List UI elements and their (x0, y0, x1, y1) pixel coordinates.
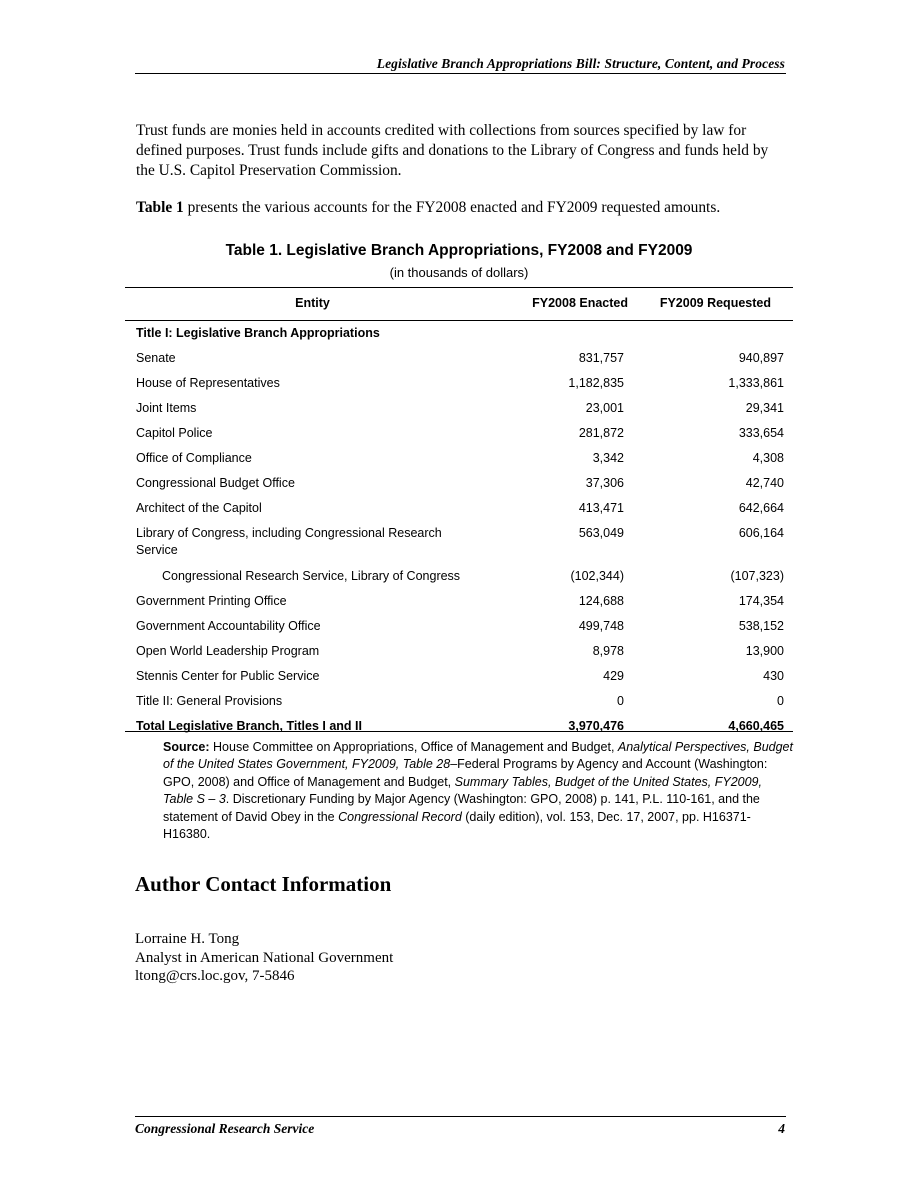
table-title: Table 1. Legislative Branch Appropriations, FY2008 and FY2009 (225, 242, 693, 259)
table-row (136, 525, 786, 568)
row-fy2009: 1,333,861 (728, 376, 784, 390)
column-header-fy2009: FY2009 Requested (659, 296, 771, 310)
author-heading: Author Contact Information (135, 872, 392, 896)
row-fy2008: 124,688 (578, 594, 624, 608)
row-fy2009: 642,664 (738, 501, 784, 515)
table-bottom-rule (125, 731, 793, 732)
table-row (136, 500, 786, 525)
table-row (136, 568, 786, 593)
row-fy2008: 429 (603, 669, 624, 683)
table-row (136, 693, 786, 718)
row-fy2008: 3,342 (592, 451, 624, 465)
running-header: Legislative Branch Appropriations Bill: Structure, Content, and Process (376, 56, 785, 71)
row-fy2009: 606,164 (738, 526, 784, 540)
row-entity: Senate (136, 351, 176, 365)
row-entity: Stennis Center for Public Service (136, 669, 320, 683)
row-fy2009: 13,900 (745, 644, 784, 658)
row-fy2008: 0 (617, 694, 624, 708)
row-fy2008: 37,306 (585, 476, 624, 490)
row-fy2008: 281,872 (578, 426, 624, 440)
row-fy2009: 0 (777, 694, 784, 708)
table-body (136, 325, 786, 743)
total-entity: Total Legislative Branch, Titles I and II (136, 719, 362, 733)
footer-rule (135, 1116, 786, 1117)
table-reference: Table 1 (136, 199, 184, 216)
table-row (136, 593, 786, 618)
row-fy2008: 499,748 (578, 619, 624, 633)
source-text: House Committee on Appropriations, Office of Management and Budget, (209, 740, 618, 754)
table-source-note (163, 739, 793, 843)
page-number: 4 (778, 1121, 785, 1136)
table-top-rule (125, 287, 793, 288)
row-fy2009: 538,152 (738, 619, 784, 633)
section-row (136, 325, 786, 350)
row-entity: Library of Congress, including Congressional Research Service (136, 526, 442, 557)
row-fy2009: 174,354 (738, 594, 784, 608)
row-entity: Congressional Research Service, Library of Congress (162, 569, 461, 583)
author-email-phone: ltong@crs.loc.gov, 7-5846 (135, 968, 295, 984)
table-row (136, 643, 786, 668)
table-row (136, 375, 786, 400)
paragraph-table-intro (136, 198, 788, 218)
total-fy2008: 3,970,476 (568, 719, 624, 733)
source-label: Source: (163, 740, 210, 754)
author-contact (135, 930, 393, 986)
row-fy2008: 831,757 (578, 351, 624, 365)
row-fy2009: 42,740 (745, 476, 784, 490)
row-fy2008: 8,978 (592, 644, 624, 658)
row-entity: Open World Leadership Program (136, 644, 320, 658)
row-entity: Office of Compliance (136, 451, 252, 465)
table-row (136, 350, 786, 375)
table-row (136, 618, 786, 643)
row-entity: Title II: General Provisions (136, 694, 283, 708)
total-fy2009: 4,660,465 (728, 719, 784, 733)
paragraph-table-intro-text: presents the various accounts for the FY2008 enacted and FY2009 requested amounts. (183, 199, 721, 216)
table-row (136, 400, 786, 425)
row-fy2009: 4,308 (752, 451, 784, 465)
row-entity: Capitol Police (136, 426, 213, 440)
section-title: Title I: Legislative Branch Appropriations (136, 326, 380, 340)
row-entity: Government Printing Office (136, 594, 287, 608)
table-row (136, 450, 786, 475)
column-header-fy2008: FY2008 Enacted (532, 296, 628, 310)
row-fy2009: 940,897 (738, 351, 784, 365)
source-italic: Analytical Perspectives, Budget of the United States Government, FY2009, Table 28 (163, 740, 793, 772)
author-name: Lorraine H. Tong (135, 931, 240, 947)
row-entity: Congressional Budget Office (136, 476, 295, 490)
table-row (136, 668, 786, 693)
row-entity: Joint Items (136, 401, 197, 415)
source-text: (daily edition), vol. 153, Dec. 17, 2007, pp. H16371-H16380. (163, 809, 751, 842)
row-fy2008: 413,471 (578, 501, 624, 515)
source-text: . Discretionary Funding by Major Agency (Washington: GPO, 2008) p. 141, P.L. 110-161, and the statement of David Obey in the (163, 792, 760, 824)
row-entity: Architect of the Capitol (136, 501, 262, 515)
source-italic: Congressional Record (338, 809, 462, 824)
table-row (136, 425, 786, 450)
row-fy2009: 430 (763, 669, 784, 683)
row-fy2008: (102,344) (570, 569, 624, 583)
table-subtitle: (in thousands of dollars) (389, 265, 529, 280)
source-text: –Federal Programs by Agency and Account (Washington: GPO, 2008) and Office of Management and Budget, (163, 757, 768, 789)
row-entity: Government Accountability Office (136, 619, 321, 633)
table-row (136, 475, 786, 500)
source-italic: Summary Tables, Budget of the United States, FY2009, Table S – 3 (163, 774, 762, 807)
row-fy2009: (107,323) (730, 569, 784, 583)
row-fy2009: 333,654 (738, 426, 784, 440)
row-fy2008: 23,001 (585, 401, 624, 415)
row-fy2008: 563,049 (578, 526, 624, 540)
footer-organization: Congressional Research Service (135, 1121, 315, 1136)
header-rule (135, 73, 786, 74)
column-header-entity: Entity (295, 296, 330, 310)
author-title: Analyst in American National Government (135, 949, 394, 966)
row-fy2009: 29,341 (745, 401, 784, 415)
row-fy2008: 1,182,835 (568, 376, 624, 390)
table-header-rule (125, 320, 793, 321)
row-entity: House of Representatives (136, 376, 280, 390)
paragraph-trust-funds: Trust funds are monies held in accounts credited with collections from sources specified by law for defined purposes. Trust funds include gifts and donations to the Library of Congress and funds held by the U.S. Capitol Preservation Commission. (136, 122, 769, 179)
